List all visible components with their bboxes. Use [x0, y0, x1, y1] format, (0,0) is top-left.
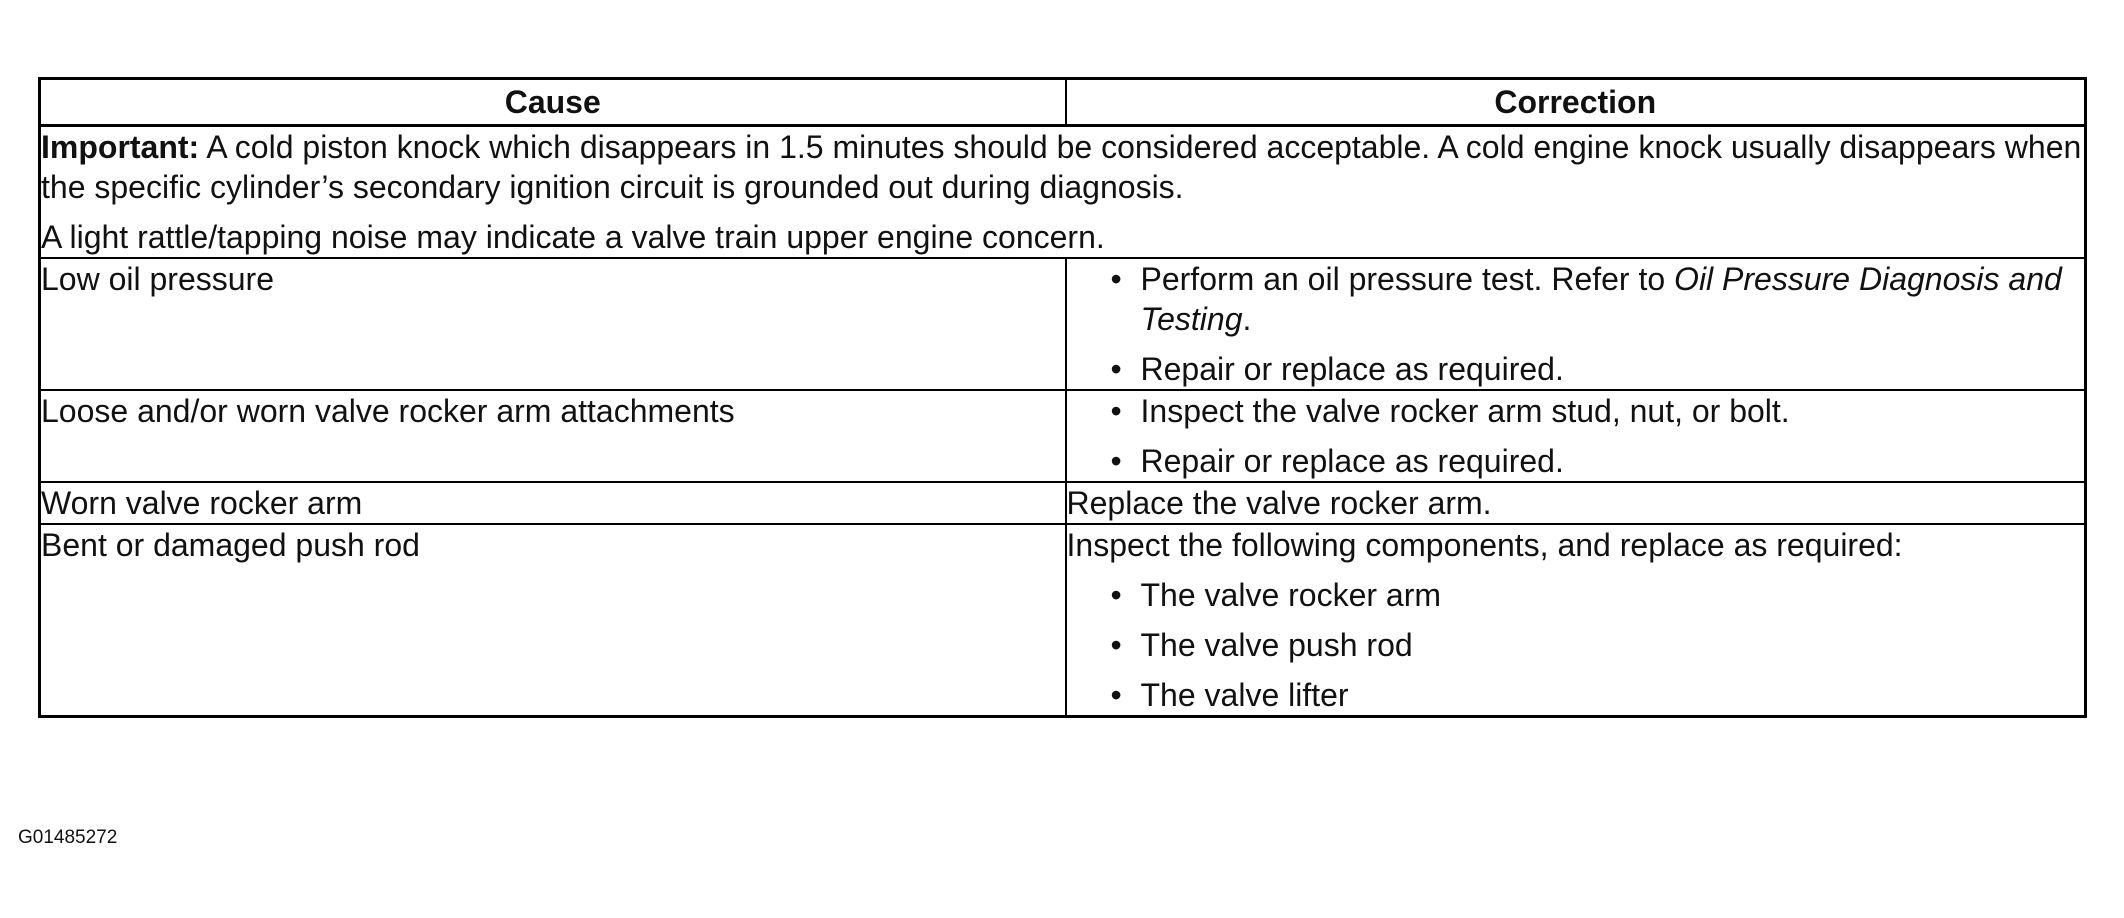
correction-cell	[1066, 524, 2086, 717]
bullet-glyph: •	[1110, 443, 1122, 479]
correction-bullet-list	[1067, 575, 2085, 715]
bullet-glyph: •	[1110, 577, 1122, 613]
table-header-row	[40, 79, 2086, 126]
bullet-glyph: •	[1110, 627, 1122, 663]
bullet-text: The valve rocker arm	[1140, 577, 1442, 613]
cause-cell: Low oil pressure	[40, 258, 1066, 390]
important-note-row	[40, 126, 2086, 259]
table-row	[40, 258, 2086, 390]
correction-bullet	[1067, 391, 2085, 431]
correction-bullet	[1067, 575, 2085, 615]
bullet-text: The valve lifter	[1140, 677, 1349, 713]
correction-bullet-list	[1067, 259, 2085, 389]
cause-column-header: Cause	[40, 79, 1066, 126]
bullet-glyph: •	[1110, 261, 1122, 297]
bullet-text: Repair or replace as required.	[1140, 351, 1564, 387]
bullet-text: Repair or replace as required.	[1140, 443, 1564, 479]
correction-cell	[1066, 258, 2086, 390]
table-row	[40, 524, 2086, 717]
correction-bullet	[1067, 625, 2085, 665]
bullet-text: The valve push rod	[1140, 627, 1413, 663]
important-note-paragraph	[41, 127, 2084, 207]
correction-intro: Inspect the following components, and replace as required:	[1066, 527, 1903, 563]
figure-id: G01485272	[18, 827, 118, 848]
important-label: Important:	[41, 129, 200, 165]
correction-cell: Replace the valve rocker arm.	[1066, 482, 2086, 524]
correction-bullet-list	[1067, 391, 2085, 481]
valve-train-note: A light rattle/tapping noise may indicate a valve train upper engine concern.	[41, 219, 1105, 255]
bullet-glyph: •	[1110, 677, 1122, 713]
reference-link-text: Oil Pressure Diagnosis and Testing	[1140, 261, 2062, 337]
bullet-text: Inspect the valve rocker arm stud, nut, or bolt.	[1140, 393, 1790, 429]
cause-cell: Bent or damaged push rod	[40, 524, 1066, 717]
bullet-text: Perform an oil pressure test. Refer to	[1140, 261, 1675, 297]
important-text: A cold piston knock which disappears in 1.5 minutes should be considered acceptable. A cold engine knock usually disappears when the specific cylinder’s secondary ignition circuit is grounded out during diagnosis.	[41, 129, 2082, 205]
bullet-glyph: •	[1110, 351, 1122, 387]
correction-bullet	[1067, 675, 2085, 715]
bullet-glyph: •	[1110, 393, 1122, 429]
bullet-text-end: .	[1242, 301, 1252, 337]
table-row	[40, 390, 2086, 482]
correction-bullet	[1067, 349, 2085, 389]
cause-cell: Worn valve rocker arm	[40, 482, 1066, 524]
correction-cell	[1066, 390, 2086, 482]
important-note-cell	[40, 126, 2086, 259]
cause-cell: Loose and/or worn valve rocker arm attachments	[40, 390, 1066, 482]
correction-column-header: Correction	[1066, 79, 2086, 126]
correction-bullet	[1067, 441, 2085, 481]
correction-bullet	[1067, 259, 2085, 339]
table-row	[40, 482, 2086, 524]
diagnosis-table	[38, 77, 2087, 718]
